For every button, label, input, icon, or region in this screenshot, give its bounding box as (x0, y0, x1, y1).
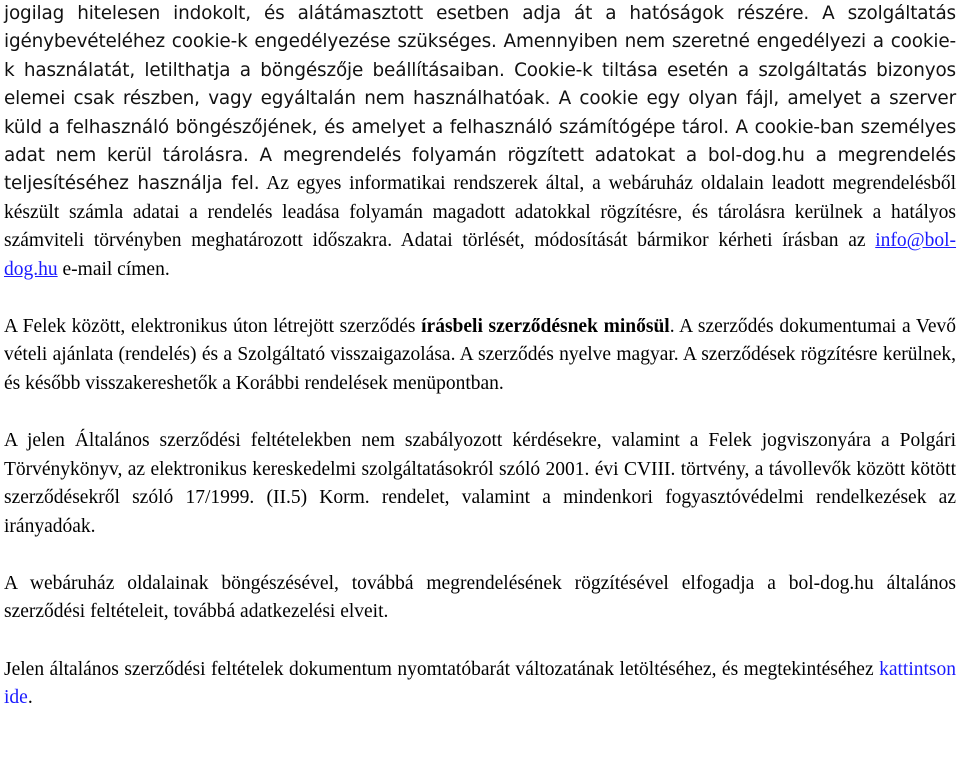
paragraph-gap (4, 627, 956, 656)
governing-law-paragraph (4, 427, 956, 541)
privacy-cookie-paragraph (4, 0, 956, 284)
email-suffix-text: e-mail címen. (62, 258, 170, 280)
printable-version-link[interactable]: kattintson ide (4, 658, 956, 709)
governing-law-text: A jelen Általános szerződési feltételekben nem szabályozott kérdésekre, valamint a Felek jogviszonyára a Polgári Törvénykönyv, az elektronikus kereskedelmi szolgáltatásokról szóló 2001. évi CVIII. törtvény, a távollevők között kötött szerződésekről szóló 17/1999. (II.5) Korm. rendelet, valamint a mindenkori fogyasztóvédelmi rendelkezések az irányadóak. (4, 430, 956, 537)
printable-version-paragraph (4, 656, 956, 713)
contract-intro-text: A Felek között, elektronikus úton létrejött szerződés (4, 316, 416, 338)
printable-version-text: Jelen általános szerződési feltételek dokumentum nyomtatóbarát változatának letöltéséhez, és megtekintéséhez (4, 658, 874, 680)
paragraph-gap (4, 398, 956, 427)
written-contract-emphasis: írásbeli szerződésnek minősül (421, 316, 670, 338)
acceptance-paragraph (4, 570, 956, 627)
paragraph-gap (4, 541, 956, 570)
email-link[interactable]: info@bol-dog.hu (4, 230, 957, 280)
paragraph-gap (4, 284, 956, 313)
contract-details-text: . A szerződés dokumentumai a Vevő vételi ajánlata (rendelés) és a Szolgáltató visszaigazolása. A szerződés nyelve magyar. A szerződések rögzítésre kerülnek, és később visszakereshetők a Korábbi rendelések menüpontban. (4, 316, 957, 394)
contract-form-paragraph (4, 313, 956, 398)
invoice-data-text: Az egyes informatikai rendszerek által, a webáruház oldalain leadott megrendelésből készült számla adatai a rendelés leadása folyamán magadott adatokkal rögzítésre, és tárolásra kerülnek a hatályos számviteli törvényben meghatározott időszakra. Adatai törlését, módosítását bármikor kérheti írásban az (4, 173, 956, 252)
printable-version-suffix: . (27, 687, 33, 709)
cookie-info-text: jogilag hitelesen indokolt, és alátámasztott esetben adja át a hatóságok részére. A szolgáltatás igénybevételéhez cookie-k engedélyezése szükséges. Amennyiben nem szeretné engedélyezi a cookie-k használatát, letilthatja a böngészője beállításaiban. Cookie-k tiltása esetén a szolgáltatás bizonyos elemei csak részben, vagy egyáltalán nem használhatóak. A cookie egy olyan fájl, amelyet a szerver küld a felhasználó böngészőjének, és amelyet a felhasználó számítógépe tárol. A cookie-ban személyes adat nem kerül tárolásra. A megrendelés folyamán rögzített adatokat a bol-dog.hu a megrendelés teljesítéséhez használja fel. (4, 3, 956, 195)
acceptance-text: A webáruház oldalainak böngészésével, továbbá megrendelésének rögzítésével elfogadja a bol-dog.hu általános szerződési feltételeit, továbbá adatkezelési elveit. (4, 572, 956, 623)
